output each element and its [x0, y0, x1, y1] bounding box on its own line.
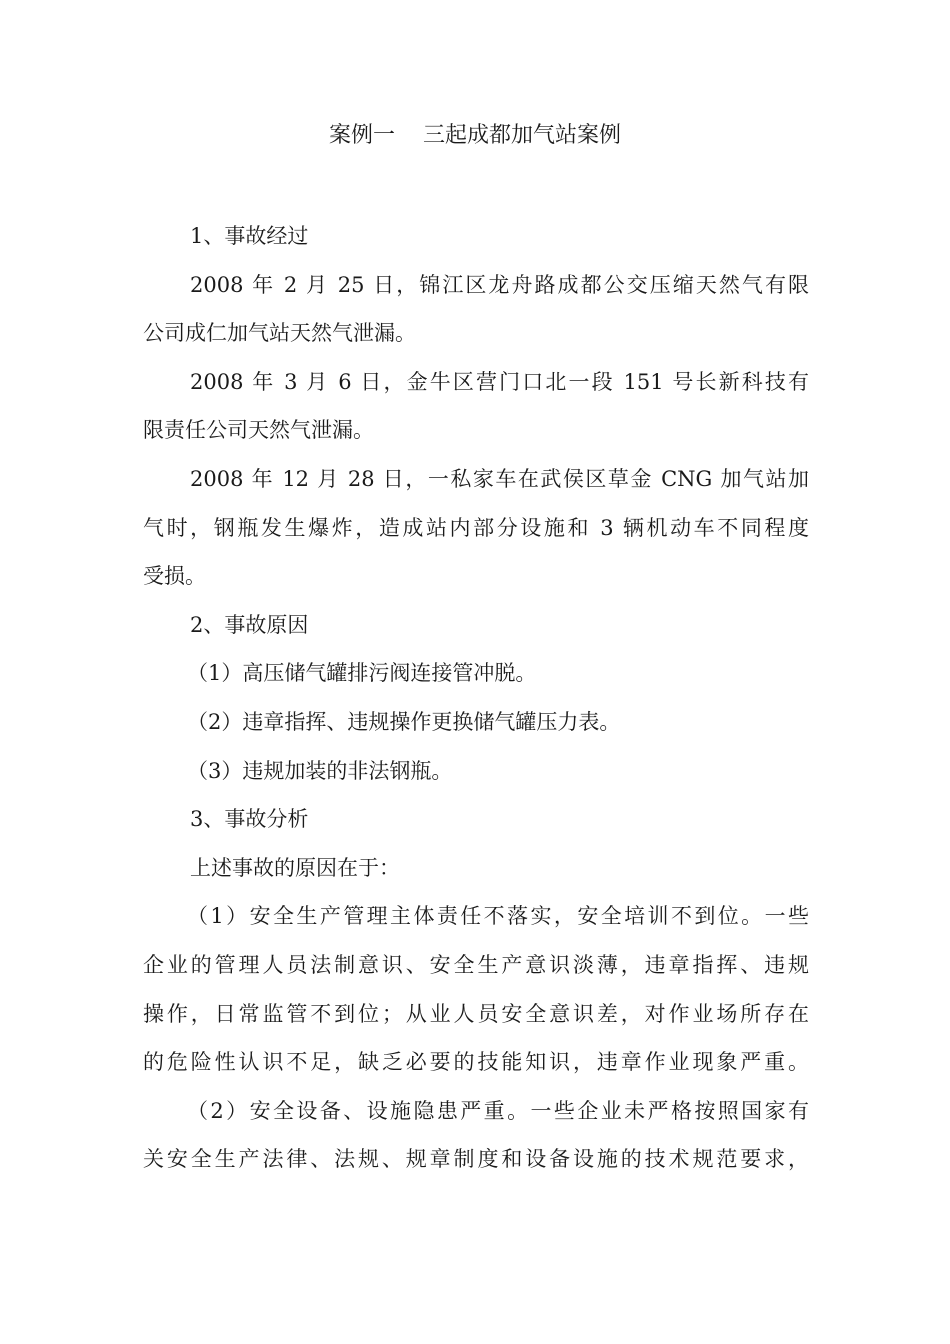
- paragraph-line: 的危险性认识不足，缺乏必要的技能知识，违章作业现象严重。: [143, 1050, 809, 1075]
- section-heading-accident-analysis: 3、事故分析: [190, 807, 309, 832]
- paragraph-line: 受损。: [143, 564, 206, 589]
- paragraph-line: 公司成仁加气站天然气泄漏。: [143, 321, 416, 346]
- paragraph-line: 2008 年 12 月 28 日，一私家车在武侯区草金 CNG 加气站加: [190, 466, 809, 491]
- paragraph-line: 2008 年 2 月 25 日，锦江区龙舟路成都公交压缩天然气有限: [190, 272, 809, 297]
- paragraph-line: 2008 年 3 月 6 日，金牛区营门口北一段 151 号长新科技有: [190, 369, 809, 394]
- paragraph-line: （2）安全设备、设施隐患严重。一些企业未严格按照国家有: [187, 1098, 809, 1123]
- paragraph-line: 关安全生产法律、法规、规章制度和设备设施的技术规范要求，: [143, 1147, 809, 1172]
- paragraph-line: 上述事故的原因在于：: [190, 855, 400, 880]
- paragraph-line: 限责任公司天然气泄漏。: [143, 418, 374, 443]
- list-item: （3）违规加装的非法钢瓶。: [187, 758, 453, 783]
- list-item: （1）高压储气罐排污阀连接管冲脱。: [187, 661, 537, 686]
- paragraph-line: 操作，日常监管不到位；从业人员安全意识差，对作业场所存在: [143, 1001, 809, 1026]
- section-heading-accident-cause: 2、事故原因: [190, 612, 309, 637]
- paragraph-line: 企业的管理人员法制意识、安全生产意识淡薄，违章指挥、违规: [143, 952, 809, 977]
- list-item: （2）违章指挥、违规操作更换储气罐压力表。: [187, 709, 621, 734]
- paragraph-line: 气时，钢瓶发生爆炸，造成站内部分设施和 3 辆机动车不同程度: [143, 515, 809, 540]
- document-title: 案例一 三起成都加气站案例: [329, 123, 621, 148]
- document-body: [143, 218, 809, 1190]
- section-heading-accident-process: 1、事故经过: [190, 224, 309, 248]
- paragraph-line: （1）安全生产管理主体责任不落实，安全培训不到位。一些: [187, 904, 809, 929]
